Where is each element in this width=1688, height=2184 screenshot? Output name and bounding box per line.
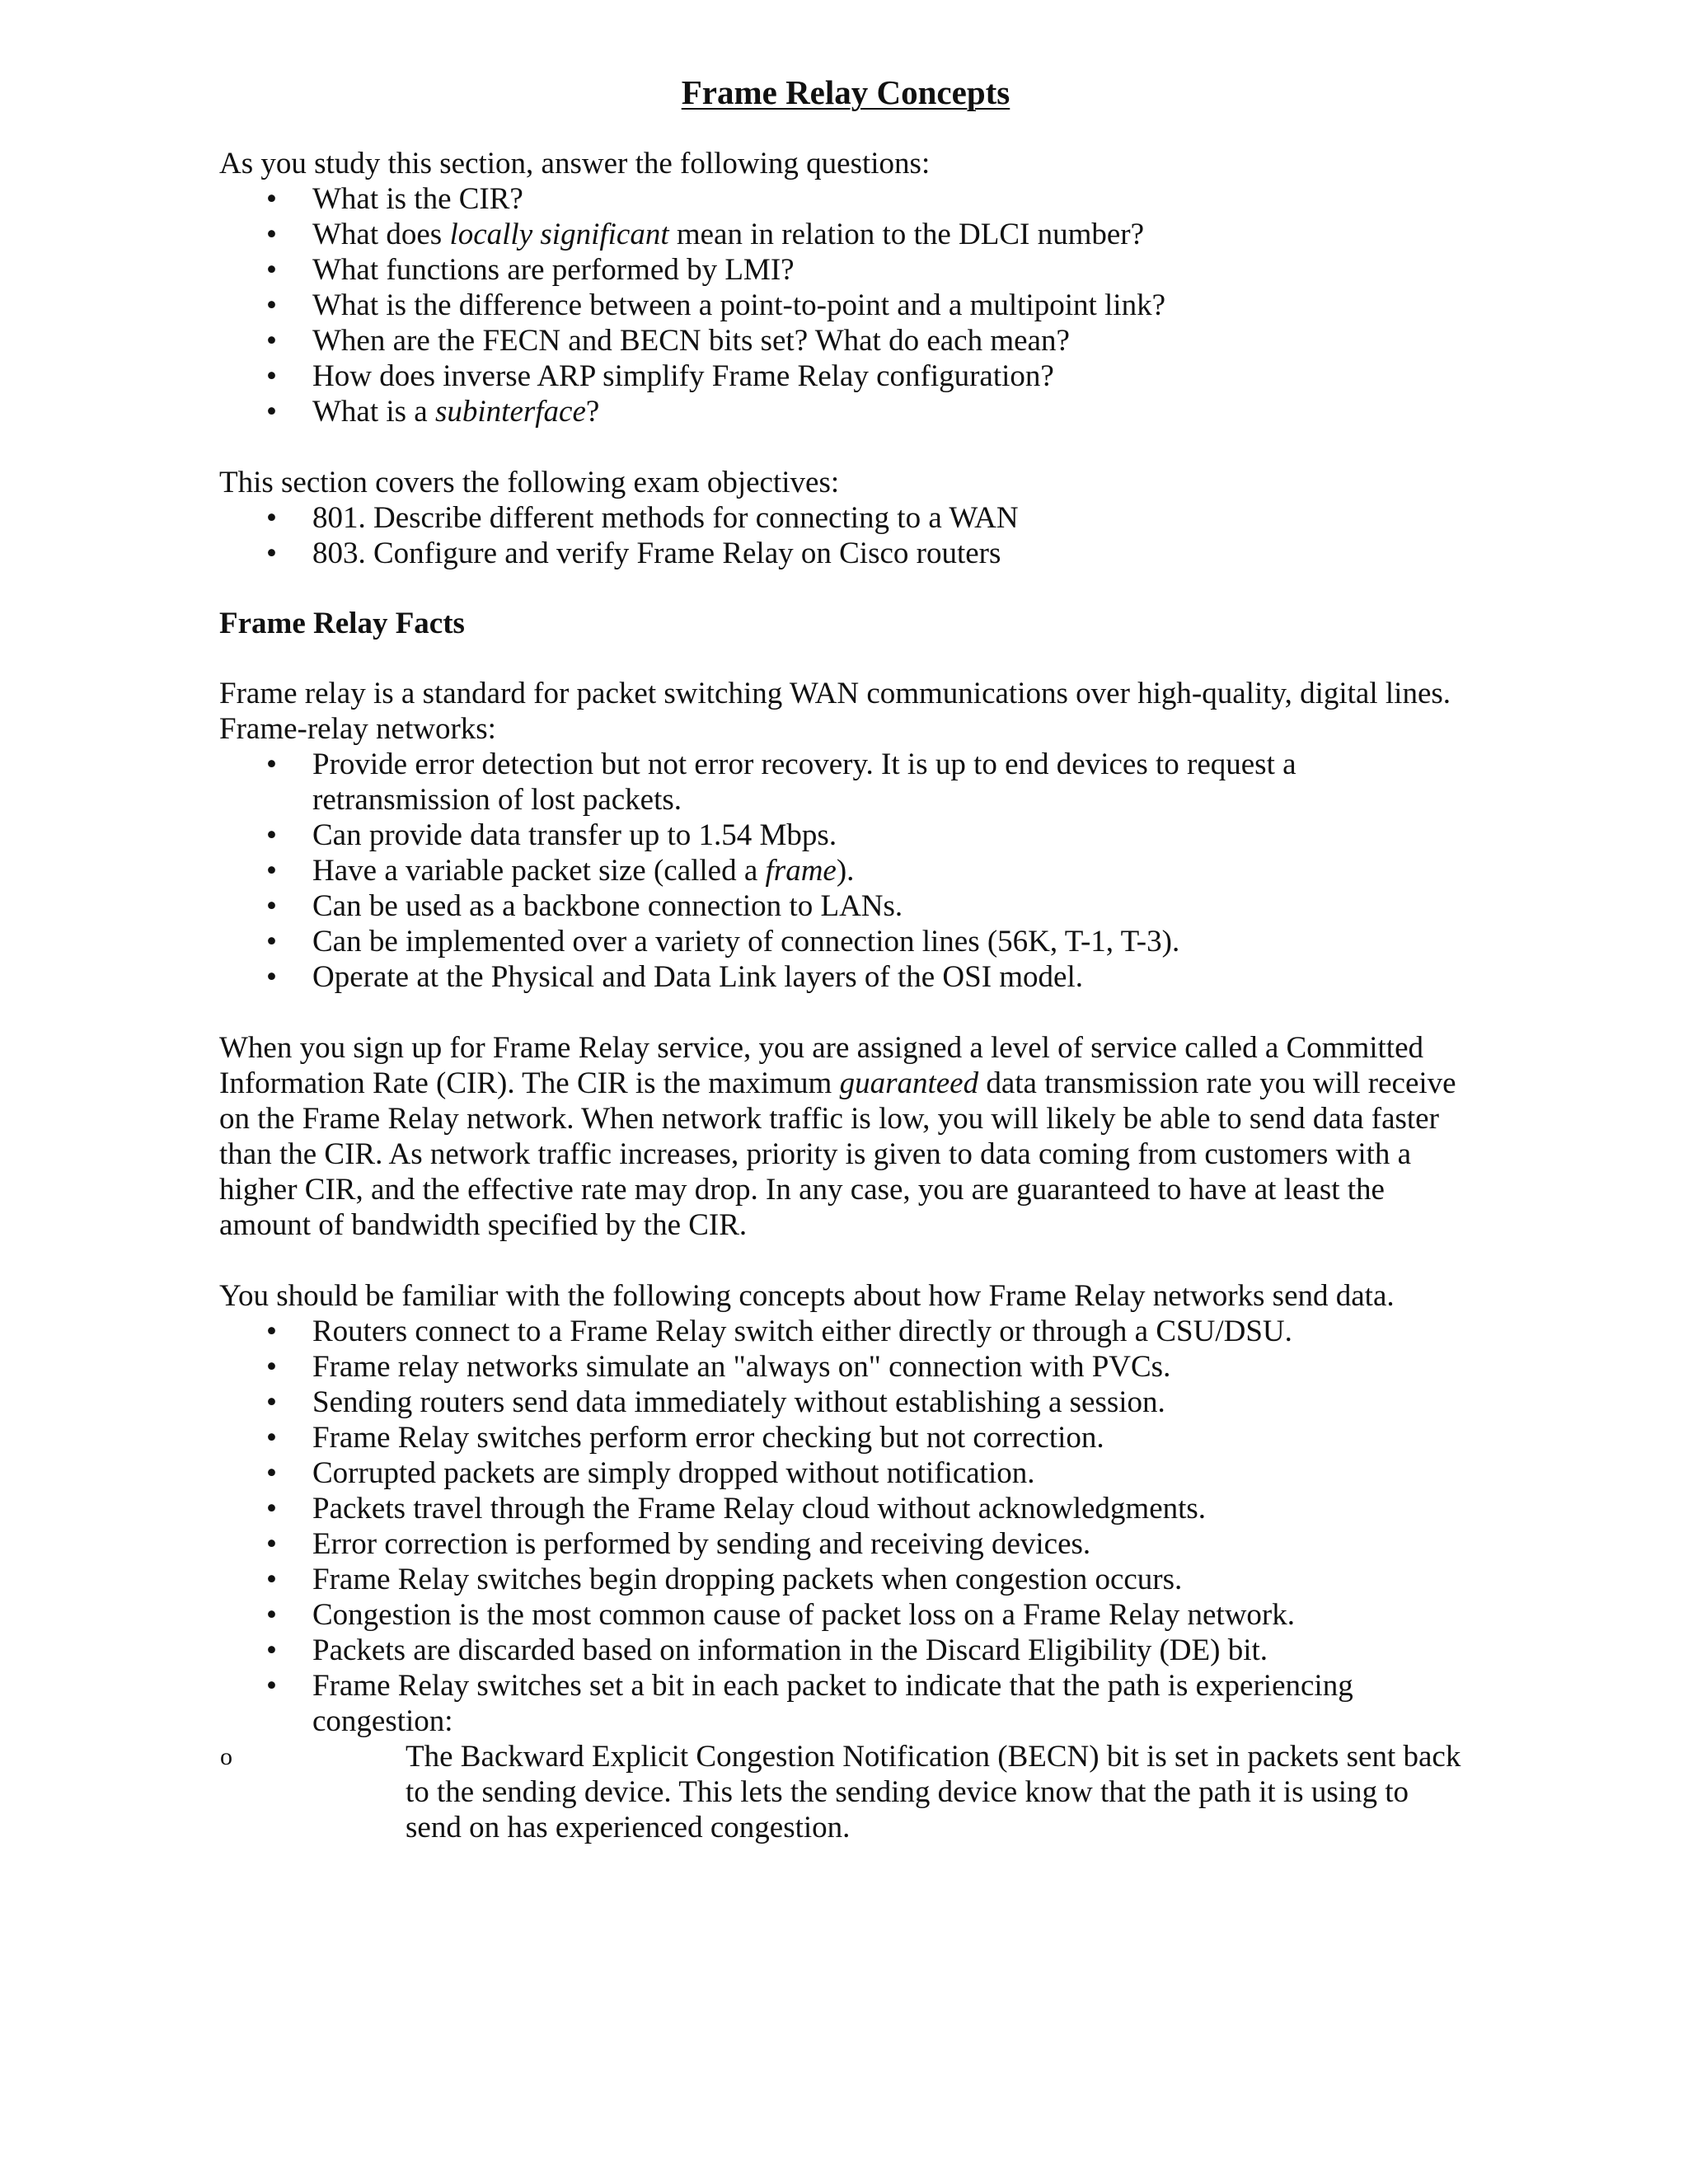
page-title: Frame Relay Concepts — [681, 73, 1010, 111]
question-item: • What is the CIR? — [219, 181, 1472, 217]
question-item: • What functions are performed by LMI? — [219, 252, 1472, 288]
concept-item: • Routers connect to a Frame Relay switch either directly or through a CSU/DSU. — [219, 1314, 1472, 1349]
concept-item: • Congestion is the most common cause of packet loss on a Frame Relay network. — [219, 1597, 1472, 1633]
fact-item: • Can be implemented over a variety of connection lines (56K, T-1, T-3). — [219, 924, 1472, 959]
concept-item: • Packets are discarded based on information in the Discard Eligibility (DE) bit. — [219, 1633, 1472, 1668]
concept-item: • Frame Relay switches set a bit in each packet to indicate that the path is experiencing congestion: o The Backward Explicit Congestion Notification (BECN) bit is set in packets sent back to the sending device. This lets the sending device know that the path it is using to send on has experienced congestion. — [219, 1668, 1472, 1845]
facts-heading: Frame Relay Facts — [219, 607, 465, 640]
concept-item: • Frame relay networks simulate an "always on" connection with PVCs. — [219, 1349, 1472, 1385]
concepts-intro: You should be familiar with the following concepts about how Frame Relay networks send data. — [219, 1279, 1395, 1313]
question-item: • What is a subinterface? — [219, 394, 1472, 429]
concept-item: • Sending routers send data immediately without establishing a session. — [219, 1385, 1472, 1420]
document-page — [219, 73, 1472, 1845]
objective-item: • 803. Configure and verify Frame Relay on Cisco routers — [219, 536, 1472, 571]
concept-item: • Error correction is performed by sending and receiving devices. — [219, 1526, 1472, 1562]
cir-paragraph: When you sign up for Frame Relay service, you are assigned a level of service called a Committed Information Rate (CIR). The CIR is the maximum guaranteed data transmission rate you will receive on the Frame Relay network. When network traffic is low, you will likely be able to send data faster than the CIR. As network traffic increases, priority is given to data coming from customers with a higher CIR, and the effective rate may drop. In any case, you are guaranteed to have at least the amount of bandwidth specified by the CIR. — [219, 1031, 1456, 1242]
objective-item: • 801. Describe different methods for connecting to a WAN — [219, 500, 1472, 536]
concept-item: • Corrupted packets are simply dropped without notification. — [219, 1455, 1472, 1491]
question-item: • What is the difference between a point-to-point and a multipoint link? — [219, 288, 1472, 323]
concept-item: • Frame Relay switches begin dropping packets when congestion occurs. — [219, 1562, 1472, 1597]
objectives-list — [219, 500, 1472, 571]
question-item: • When are the FECN and BECN bits set? What do each mean? — [219, 323, 1472, 359]
concepts-list — [219, 1314, 1472, 1845]
concept-item: • Packets travel through the Frame Relay cloud without acknowledgments. — [219, 1491, 1472, 1526]
question-item: • How does inverse ARP simplify Frame Relay configuration? — [219, 359, 1472, 394]
fact-item: • Can be used as a backbone connection to LANs. — [219, 888, 1472, 924]
concept-subitem: o The Backward Explicit Congestion Notification (BECN) bit is set in packets sent back to the sending device. This lets the sending device know that the path it is using to send on has experienced congestion. — [312, 1739, 1472, 1845]
facts-intro: Frame relay is a standard for packet switching WAN communications over high-quality, digital lines. Frame-relay networks: — [219, 677, 1451, 746]
question-item: • What does locally significant mean in relation to the DLCI number? — [219, 217, 1472, 252]
facts-list — [219, 747, 1472, 995]
concepts-sublist — [312, 1739, 1472, 1845]
fact-item: • Can provide data transfer up to 1.54 Mbps. — [219, 818, 1472, 853]
study-intro: As you study this section, answer the following questions: — [219, 147, 931, 180]
fact-item: • Have a variable packet size (called a frame). — [219, 853, 1472, 888]
fact-item: • Operate at the Physical and Data Link layers of the OSI model. — [219, 959, 1472, 995]
concept-item: • Frame Relay switches perform error checking but not correction. — [219, 1420, 1472, 1455]
fact-item: • Provide error detection but not error recovery. It is up to end devices to request a retransmission of lost packets. — [219, 747, 1472, 818]
questions-list — [219, 181, 1472, 429]
objectives-intro: This section covers the following exam objectives: — [219, 466, 840, 499]
